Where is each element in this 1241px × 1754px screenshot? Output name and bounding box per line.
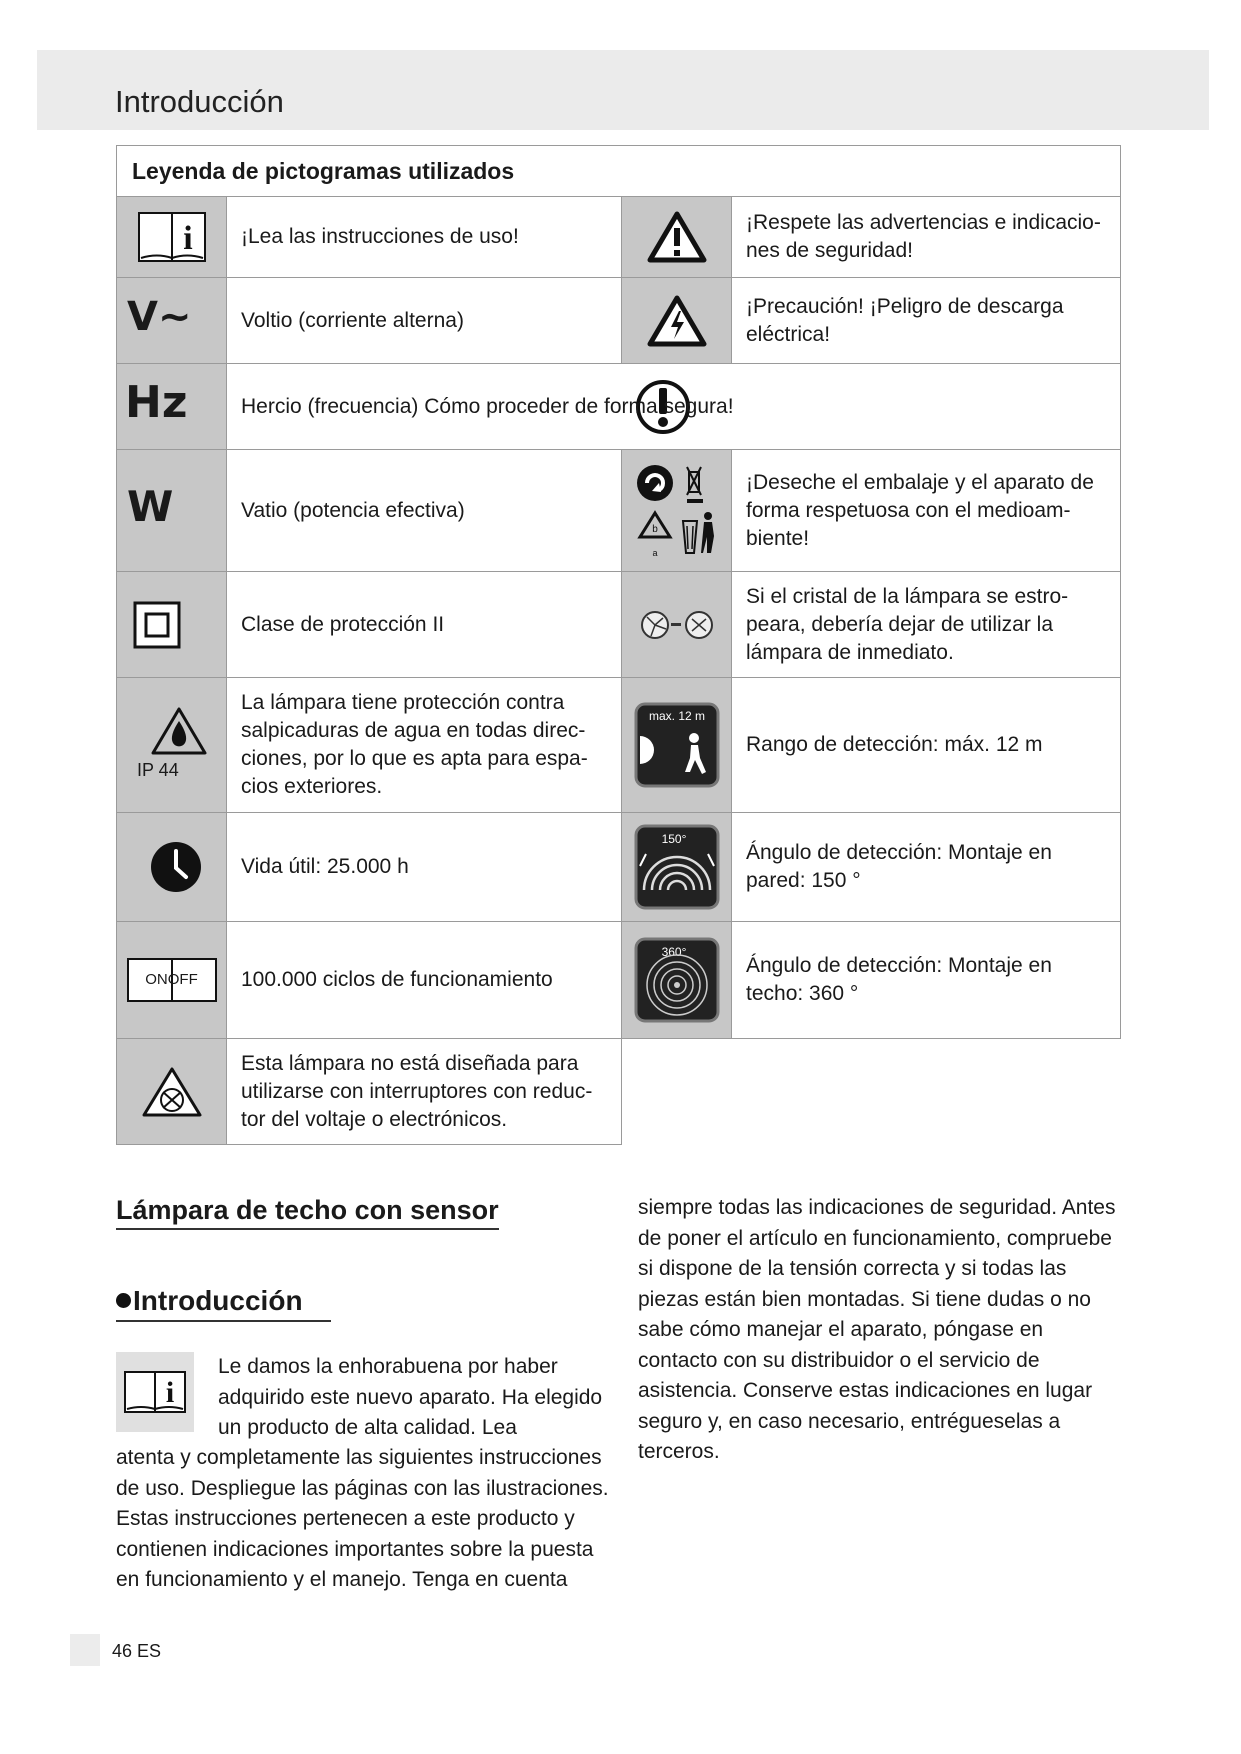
legend-text: Ángulo de detección: Montaje en pared: 150 °	[732, 813, 1121, 922]
legend-text: Si el cristal de la lámpara se estropeara, debería dejar de utilizar la lámpara de inmediato.	[732, 572, 1121, 678]
page-number: 46 ES	[112, 1641, 162, 1661]
protection-class-ii-icon	[117, 572, 227, 678]
legend-text: Clase de protección II	[227, 572, 622, 678]
legend-text: ¡Deseche el embalaje y el aparato de forma respetuosa con el medioambiente!	[732, 450, 1121, 572]
legend-caption: Leyenda de pictogramas utilizados	[117, 146, 1121, 197]
page-header-title: Introducción	[115, 84, 284, 119]
svg-text:i: i	[165, 1376, 175, 1409]
no-dimmer-icon	[117, 1039, 227, 1145]
svg-text:150°: 150°	[661, 832, 686, 846]
book-info-icon	[116, 1352, 194, 1432]
section-title: Lámpara de techo con sensor	[116, 1195, 499, 1230]
angle-360-icon	[622, 922, 732, 1039]
legend-text: Esta lámpara no está diseñada para utilizarse con interruptores con reductor del voltaje o electrónicos.	[227, 1039, 622, 1145]
recycling-disposal-icon	[622, 450, 732, 572]
legend-row	[117, 450, 1121, 572]
legend-text: Hercio (frecuencia) Cómo proceder de forma segura!	[241, 394, 734, 418]
on-off-icon: ONOFF	[117, 922, 227, 1039]
broken-glass-icon	[622, 572, 732, 678]
legend-row	[117, 197, 1121, 278]
legend-text: 100.000 ciclos de funcionamiento	[227, 922, 622, 1039]
electric-shock-icon	[622, 278, 732, 364]
pictogram-legend-table	[116, 145, 1121, 1145]
legend-row	[117, 364, 1121, 450]
section-subtitle: Introducción	[116, 1285, 331, 1322]
legend-row	[117, 1039, 1121, 1145]
legend-row	[117, 813, 1121, 922]
svg-text:360°: 360°	[661, 945, 686, 959]
svg-text:b: b	[651, 523, 658, 535]
legend-row	[117, 278, 1121, 364]
svg-text:a: a	[651, 547, 658, 558]
legend-row	[117, 678, 1121, 813]
legend-text: Ángulo de detección: Montaje en techo: 360 °	[732, 922, 1121, 1039]
intro-paragraph-right: siempre todas las indicaciones de seguridad. Antes de poner el artículo en funcionamiento, compruebe si dispone de la tensión correcta y si todas las piezas están bien montadas. Si tiene dudas o no sabe cómo manejar el aparato, póngase en contacto con su distribuidor o el servicio de asistencia. Conserve estas indicaciones en lugar seguro y, en caso necesario, entrégueselas a terceros.	[638, 1196, 1116, 1463]
angle-150-icon	[622, 813, 732, 922]
intro-paragraph-start: Le damos la enhorabuena por haber adquirido este nuevo aparato. Ha elegido un producto de alta calidad. Lea	[218, 1355, 603, 1439]
hertz-icon: Hz	[117, 364, 227, 450]
legend-text: ¡Precaución! ¡Peligro de descarga eléctrica!	[732, 278, 1121, 364]
legend-text: Vida útil: 25.000 h	[227, 813, 622, 922]
legend-row	[117, 922, 1121, 1039]
detection-range-icon	[622, 678, 732, 813]
legend-text: ¡Lea las instrucciones de uso!	[227, 197, 622, 278]
legend-text: Rango de detección: máx. 12 m	[732, 678, 1121, 813]
legend-text: ¡Respete las advertencias e indicaciones de seguridad!	[732, 197, 1121, 278]
page-marker	[70, 1634, 100, 1666]
volt-ac-icon: V~	[117, 278, 227, 364]
bullet-icon	[116, 1293, 131, 1308]
svg-text:i: i	[182, 220, 193, 257]
legend-row	[117, 572, 1121, 678]
ip44-icon: IP 44	[117, 678, 227, 813]
legend-text: La lámpara tiene protección contra salpicaduras de agua en todas direcciones, por lo que es apta para espacios exteriores.	[227, 678, 622, 813]
clock-icon	[117, 813, 227, 922]
legend-text: Voltio (corriente alterna)	[227, 278, 622, 364]
intro-paragraph-cont: atenta y completamente las siguientes instrucciones de uso. Despliegue las páginas con las ilustraciones. Estas instrucciones pertenecen a este producto y contienen indicaciones importantes sobre la puesta en funcionamiento y el manejo. Tenga en cuenta	[116, 1446, 609, 1591]
svg-text:max. 12 m: max. 12 m	[648, 709, 705, 723]
legend-text: Vatio (potencia efectiva)	[227, 450, 622, 572]
warning-triangle-icon	[622, 197, 732, 278]
book-info-icon	[117, 197, 227, 278]
watt-icon: W	[117, 450, 227, 572]
